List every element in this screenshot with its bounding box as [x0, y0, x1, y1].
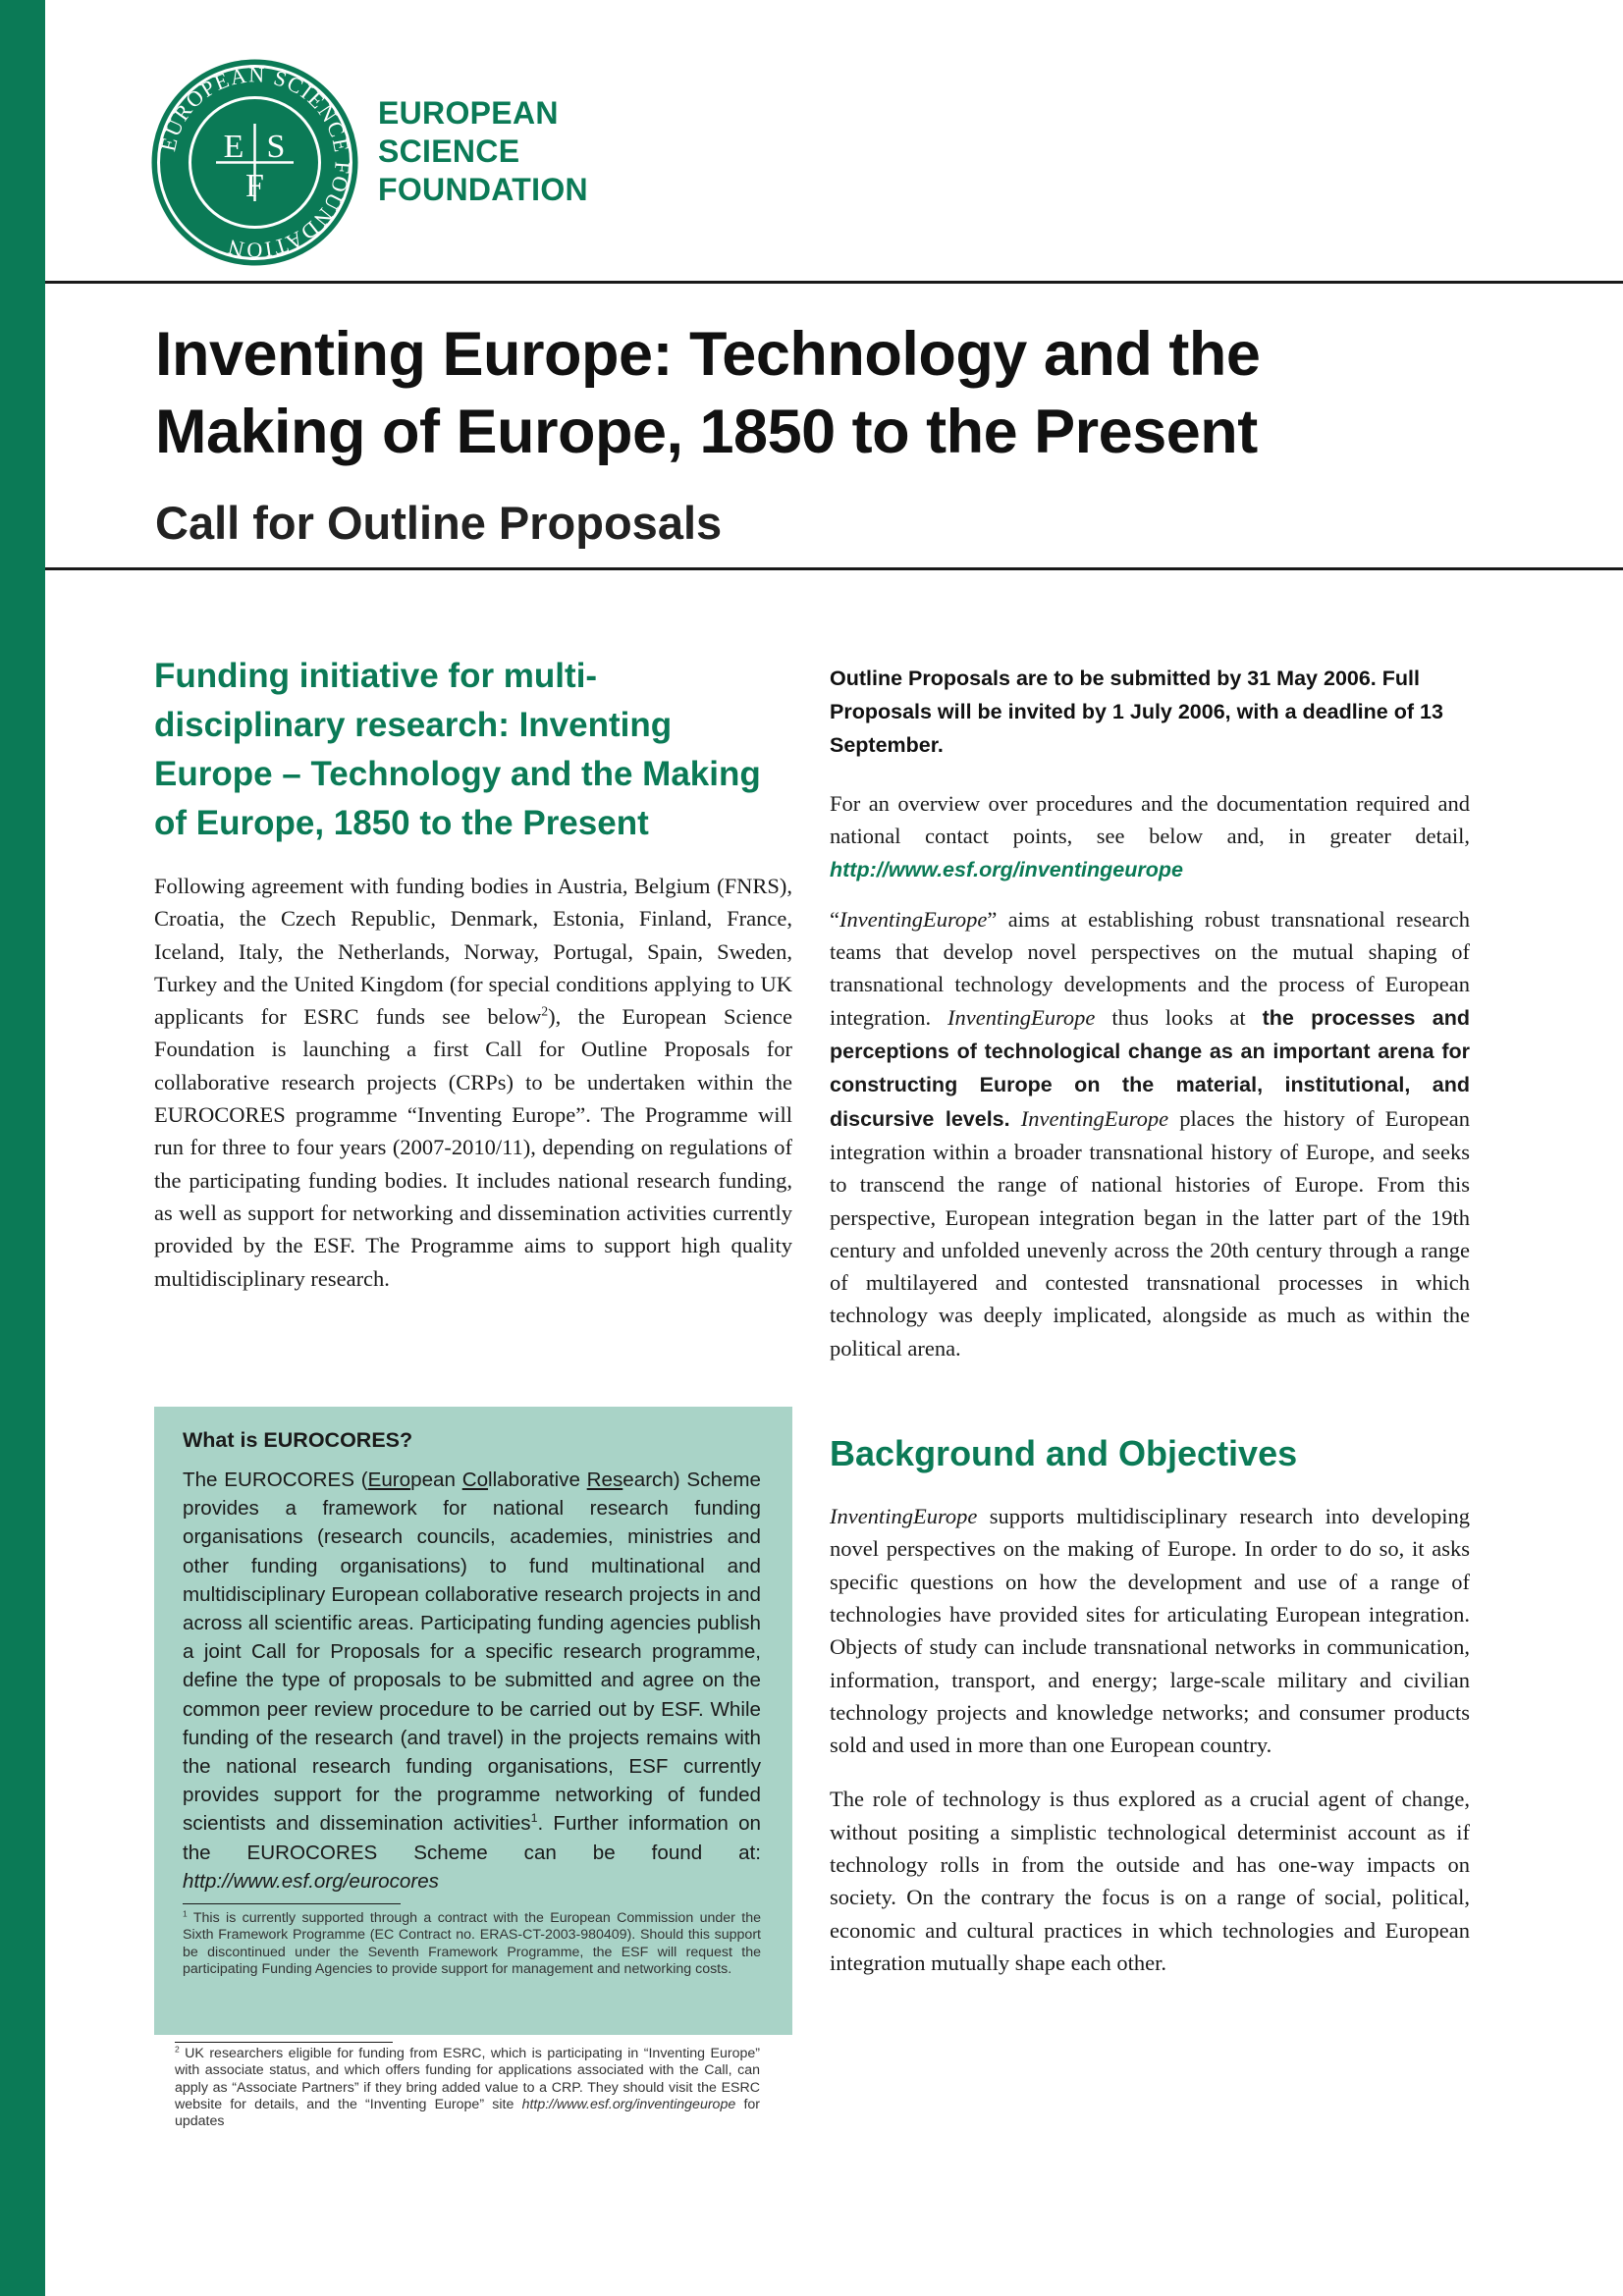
- background-text-1: supports multidisciplinary research into developing novel perspectives on the making of Europe. In order to do so, it asks specific questions on how the development and use of a range of technologies have provided sites for articulating European integration. Objects of study can include transnational networks in communication, information, transport, and energy; large-scale military and civilian technology projects and knowledge networks; and consumer products sold and used in more than one European country.: [830, 1504, 1470, 1758]
- aims-italic-3: InventingEurope: [1020, 1105, 1169, 1131]
- funding-heading: Funding initiative for multi-disciplinary research: Inventing Europe – Technology and the Making of Europe, 1850 to the Present: [154, 657, 761, 842]
- intro-text-b: ), the European Science Foundation is launching a first Call for Outline Proposals for collaborative research projects (CRPs) to be undertaken within the EUROCORES programme “Inventing Europe”. The Programme will run for three to four years (2007-2010/11), depending on regulations of the participating funding bodies. It includes national research funding, as well as support for networking and dissemination activities currently provided by the ESF. The Programme aims to support high quality multidisciplinary research.: [154, 1004, 792, 1291]
- background-heading: Background and Objectives: [830, 1433, 1298, 1474]
- left-column: [154, 652, 792, 1295]
- intro-text-a: Following agreement with funding bodies in Austria, Belgium (FNRS), Croatia, the Czech Republic, Denmark, Estonia, Finland, France, Iceland, Italy, the Netherlands, Norway, Portugal, Spain, Sweden, Turkey and the United Kingdom (for special conditions applying to UK applicants for ESRC funds see below: [154, 874, 792, 1030]
- eurocores-heading: What is EUROCORES?: [183, 1428, 413, 1452]
- footnote-2-tail: for updates: [175, 2096, 761, 2130]
- brand-line-1: EUROPEAN: [378, 95, 559, 131]
- background-paragraph-2: The role of technology is thus explored as a crucial agent of change, without positing a simplistic technological determinist account as if technology rolls in from the outside and has one-way impacts on society. On the contrary the focus is on a range of social, political, economic and cultural practices in which technologies and European integration mutually shape each other.: [830, 1787, 1470, 1975]
- page-title: [155, 316, 1260, 471]
- aims-paragraph: [830, 903, 1470, 1364]
- left-green-bar: [0, 0, 45, 2296]
- footnote-2-text: UK researchers eligible for funding from ESRC, which is participating in “Inventing Europe” with associate status, and which offers funding for applications associated with the Call, can apply as “Associate Partners” if they bring added value to a CRP. They should visit the ESRC website for details, and the “Inventing Europe” site: [175, 2046, 760, 2112]
- brand-line-2: SCIENCE: [378, 133, 520, 169]
- aims-italic-1: InventingEurope: [839, 906, 988, 932]
- footnote-1: [183, 1910, 761, 1978]
- esf-seal-logo: [149, 57, 360, 268]
- title-line-1: Inventing Europe: Technology and the: [155, 320, 1261, 389]
- aims-text-b: ” aims at establishing robust transnational research teams that develop novel perspectives on the mutual shaping of transnational technology developments and the process of European integration.: [830, 906, 1470, 1030]
- aims-bold: the processes and perceptions of technological change as an important arena for constructing Europe on the material, institutional, and discursive levels.: [830, 1005, 1470, 1131]
- right-column: [830, 662, 1470, 1979]
- eurocores-text-1: The EUROCORES (: [183, 1468, 368, 1491]
- eurocores-box: [154, 1407, 792, 2035]
- eurocores-text-4: earch) Scheme provides a framework for national research funding organisations (research councils, academies, ministries and other funding organisations) to fund multinational and multidisciplinary European collaborative research projects in and across all scientific areas. Participating funding agencies publish a joint Call for Proposals for a specific research programme, define the type of proposals to be submitted and agree on the common peer review procedure to be carried out by ESF. While funding of the research (and travel) in the projects remains with the national research funding organisations, ESF currently provides support for the programme networking of funded scientists and dissemination activities: [183, 1468, 761, 1836]
- eurocores-text-2: pean: [410, 1468, 462, 1491]
- footnote-2-number: 2: [175, 2044, 180, 2055]
- brand-line-3: FOUNDATION: [378, 172, 588, 207]
- footnote-1-rule: [183, 1903, 401, 1904]
- background-italic: InventingEurope: [830, 1504, 978, 1529]
- overview-paragraph: [830, 787, 1470, 886]
- intro-paragraph: [154, 870, 792, 1295]
- footnote-2-rule: [175, 2042, 393, 2043]
- footnote-1-number: 1: [183, 1908, 188, 1919]
- title-line-2: Making of Europe, 1850 to the Present: [155, 398, 1258, 466]
- eurocores-link[interactable]: http://www.esf.org/eurocores: [183, 1869, 439, 1893]
- seal-letter-s: S: [266, 129, 286, 165]
- header-rule-top: [45, 281, 1623, 284]
- eurocores-text-3: llaborative: [488, 1468, 587, 1491]
- eurocores-underline-3: Res: [586, 1468, 623, 1491]
- footnote-2-block: [175, 2042, 760, 2130]
- page-subtitle: Call for Outline Proposals: [155, 497, 723, 549]
- footnote-2: [175, 2046, 760, 2130]
- seal-letter-f: F: [245, 168, 264, 204]
- footnote-ref-2: 2: [541, 1003, 549, 1019]
- footnote-ref-1: 1: [530, 1811, 538, 1826]
- aims-text-a: “: [830, 906, 839, 932]
- aims-italic-2: InventingEurope: [947, 1004, 1096, 1030]
- inventingeurope-link[interactable]: http://www.esf.org/inventingeurope: [830, 857, 1183, 881]
- footnote-2-link[interactable]: http://www.esf.org/inventingeurope: [521, 2096, 736, 2112]
- eurocores-underline-1: Euro: [367, 1468, 411, 1491]
- background-paragraph-1: [830, 1500, 1470, 1761]
- overview-text: For an overview over procedures and the documentation required and national contact points, see below and, in greater detail,: [830, 791, 1470, 849]
- eurocores-text: [183, 1466, 761, 1896]
- seal-ring-text: EUROPEAN SCIENCE FOUNDATION: [155, 62, 355, 263]
- eurocores-underline-2: Co: [461, 1468, 489, 1491]
- seal-letter-e: E: [223, 129, 244, 165]
- deadline-lead: Outline Proposals are to be submitted by 31 May 2006. Full Proposals will be invited by 1 July 2006, with a deadline of 13 September.: [830, 667, 1443, 757]
- aims-text-d: [1010, 1106, 1021, 1131]
- header-rule-bottom: [45, 567, 1623, 570]
- brand-name: [378, 94, 588, 209]
- aims-text-e: places the history of European integration within a broader transnational history of Europe, and seeks to transcend the range of national histories of Europe. From this perspective, European integration began in the latter part of the 19th century and unfolded unevenly across the 20th century through a range of multilayered and contested transnational processes in which technology was deeply implicated, alongside as much as within the political arena.: [830, 1105, 1470, 1361]
- eurocores-text-5: . Further information on the EUROCORES Scheme can be found at:: [183, 1812, 761, 1864]
- aims-text-c: thus looks at: [1095, 1004, 1263, 1030]
- footnote-1-text: This is currently supported through a contract with the European Commission under the Sixth Framework Programme (EC Contract no. ERAS-CT-2003-980409). Should this support be discontinued under the Seventh Framework Programme, the ESF will request the participating Funding Agencies to provide support for management and networking costs.: [183, 1910, 761, 1977]
